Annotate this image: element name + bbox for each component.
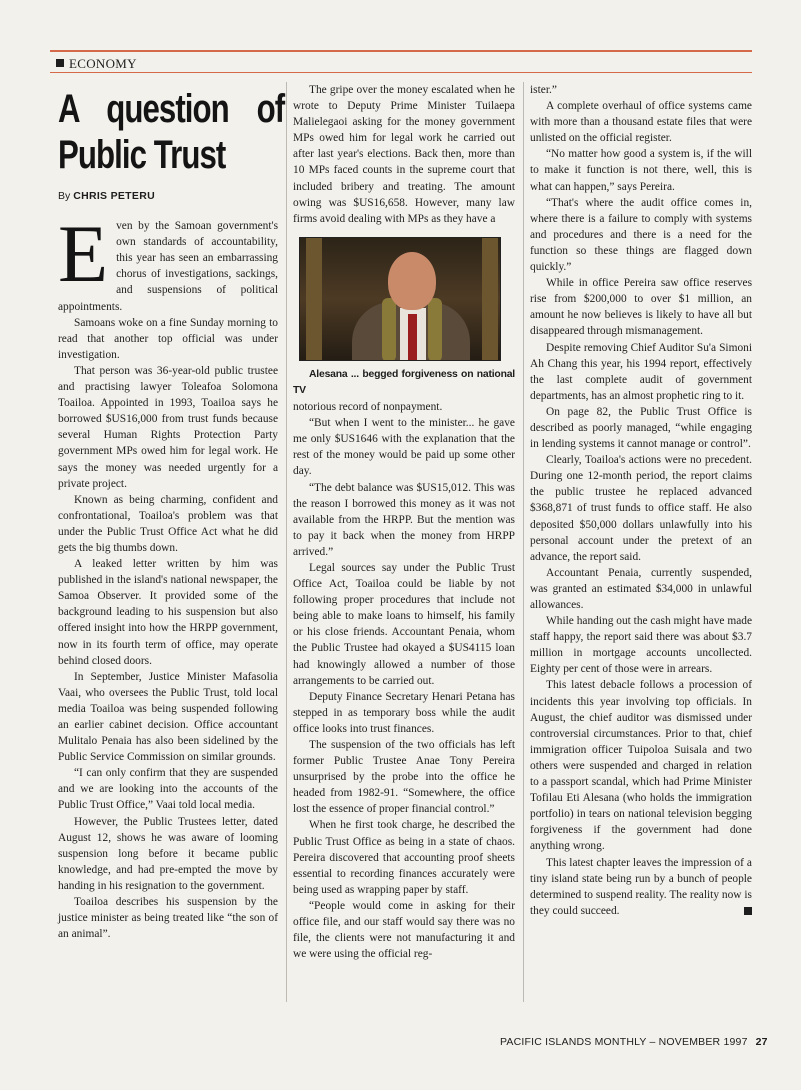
paragraph: Accountant Penaia, currently suspended, was granted an estimated $34,000 in unlawful allowances. — [530, 566, 752, 611]
photo-figure-head — [388, 252, 436, 310]
section-square-icon — [56, 59, 64, 67]
paragraph: The gripe over the money escalated when he wrote to Deputy Prime Minister Tuilaepa Malielegaoi asking for the money government MPs owed him for legal work he carried out after last year's elections. Back then, more than 10 MPs faced counts in the supreme court that included bribery and treating. The amount owing was $US16,658. However, many law firms avoid dealing with MPs as they have a — [293, 84, 515, 225]
paragraph: Known as being charming, confident and confrontational, Toailoa's problem was that under the Public Trust Office Act what he did gets the big thumbs down. — [58, 493, 278, 554]
paragraph: “But when I went to the minister... he gave me only $US1646 with the explanation that the rest of the money would be paid up some other day. — [293, 417, 515, 478]
column-3 — [530, 82, 752, 919]
page-footer — [500, 1036, 770, 1048]
paragraph: Samoans woke on a fine Sunday morning to read that another top official was under investigation. — [58, 316, 278, 361]
photo-figure-garland — [382, 298, 396, 361]
paragraph: The suspension of the two officials has left former Public Trustee Anae Tony Pereira unsurprised by the probe into the office he headed from 1982-91. “Somewhere, the office lost the essence of proper financial control.” — [293, 739, 515, 816]
column-divider — [523, 82, 524, 1002]
publication-info: PACIFIC ISLANDS MONTHLY – NOVEMBER 1997 — [500, 1036, 748, 1048]
column-2 — [293, 82, 515, 962]
paragraph: This latest debacle follows a procession of incidents this year involving top officials. In August, the chief auditor was dismissed under controversial circumstances. Prior to that, chief immigration officer Tuipoloa Suisala and two others were suspended and charged in relation to a passport scandal, which had Prime Minister Tofilau Eti Alesana (who holds the immigration portfolio) in tears on national television begging forgiveness if the government had done anything wrong. — [530, 679, 752, 853]
paragraph: “No matter how good a system is, if the will to make it function is not there, well, this is what can happen,” says Pereira. — [530, 148, 752, 193]
paragraph: On page 82, the Public Trust Office is described as poorly managed, “while engaging in lending systems it cannot manage or control”. — [530, 405, 752, 451]
page-number: 27 — [755, 1036, 768, 1048]
paragraph: A complete overhaul of office systems came with more than a thousand estate files that were unlisted on the official register. — [530, 100, 752, 145]
paragraph: While handing out the cash might have made staff happy, the report said there was about $3.7 million in mortgage accounts uncollected. Eighty per cent of those were in arrears. — [530, 615, 752, 676]
photo-figure-garland — [428, 298, 442, 361]
photo-caption: Alesana ... begged forgiveness on national TV — [293, 368, 515, 396]
article-headline: A question of Public Trust — [58, 87, 285, 177]
paragraph: That person was 36-year-old public trustee and practising lawyer Toleafoa Solomona Toailoa. Appointed in 1993, Toailoa says he borrowed $US16,000 from trust funds because several Human Rights Protection Party government MPs owed him for legal work. He says the money was needed urgently for a private project. — [58, 364, 278, 490]
drop-cap: E — [58, 208, 109, 300]
byline-prefix: By — [58, 190, 71, 202]
column-divider — [286, 82, 287, 1002]
photo-pillar — [306, 238, 322, 360]
paragraph — [530, 855, 752, 919]
byline — [58, 188, 278, 204]
paragraph: Clearly, Toailoa's actions were no precedent. During one 12-month period, the report claims the public trustee he replaced advanced $368,871 of trust funds to office staff. He also deposited $50,000 dollars unlawfully into his personal account under the pretext of an advance, the report said. — [530, 454, 752, 563]
paragraph: A leaked letter written by him was published in the island's national newspaper, the Samoa Observer. It provided some of the background leading to his suspension but also offered insight into how the HRPP government, now in its fourth term of office, may operate behind closed doors. — [58, 558, 278, 667]
paragraph: When he first took charge, he described the Public Trust Office as being in a state of chaos. Pereira discovered that accounting proof sheets essential to recording finances accurately were being used as wrapping paper by staff. — [293, 819, 515, 896]
section-label — [56, 56, 137, 72]
article-photo — [299, 237, 501, 361]
section-rule — [50, 72, 752, 73]
paragraph: In September, Justice Minister Mafasolia Vaai, who oversees the Public Trust, told local media Toailoa was being suspended following an earlier cabinet decision. Office accountant Mulitalo Penaia has also been sidelined by the Public Service Commission on similar grounds. — [58, 670, 278, 764]
paragraph: “The debt balance was $US15,012. This was the reason I borrowed this money as it was not available from the HRPP. But the mention was to pay it back when the money from HRPP arrived.” — [293, 481, 515, 558]
paragraph: ven by the Samoan government's own standards of accountability, this year has seen an embarrassing chorus of investigations, sackings, and suspensions of political appointments. — [58, 220, 278, 313]
paragraph: notorious record of nonpayment. — [293, 401, 443, 414]
author-name: CHRIS PETERU — [73, 190, 155, 202]
column-1 — [58, 82, 285, 942]
closing-text: This latest chapter leaves the impression of a tiny island state being run by a bunch of people determined to suspend reality. The reality now is they could succeed. — [530, 856, 752, 917]
paragraph: While in office Pereira saw office reserves rise from $200,000 to over $1 million, an amount he now believes is likely to have all but disappeared through mismanagement. — [530, 277, 752, 338]
section-text: ECONOMY — [69, 56, 137, 71]
paragraph: However, the Public Trustees letter, dated August 12, shows he was aware of looming suspension long before it became public knowledge, and had pre-empted the move by handing in his resignation to the government. — [58, 815, 278, 892]
paragraph: “I can only confirm that they are suspended and we are looking into the accounts of the Public Trust Office,” Vaai told local media. — [58, 767, 278, 812]
paragraph: Despite removing Chief Auditor Su'a Simoni Ah Chang this year, his 1994 report, effectively the last complete audit of government departments, has an almost prophetic ring to it. — [530, 341, 752, 402]
photo-pillar — [482, 238, 498, 360]
paragraph: Legal sources say under the Public Trust Office Act, Toailoa could be liable by not following proper procedures that include not being able to make loans to himself, his family or his close friends. Accountant Penaia, whom the Public Trustee had okayed a $US4115 loan had knowingly allowed a number of those arrangements to be carried out. — [293, 561, 515, 687]
paragraph: “People would come in asking for their office file, and our staff would say there was no file, the clients were not manufacturing it and we were using the official reg- — [293, 899, 515, 961]
top-rule — [50, 50, 752, 52]
photo-figure-tie — [408, 314, 417, 361]
paragraph: ister.” — [530, 84, 557, 96]
end-of-article-icon — [744, 907, 752, 915]
lead-paragraph — [58, 208, 278, 315]
paragraph: Deputy Finance Secretary Henari Petana has stepped in as temporary boss while the audit office looks into trust finances. — [293, 690, 515, 735]
paragraph: “That's where the audit office comes in, where there is a failure to comply with systems and procedures and there is a need for the function so these things are flagged down quickly.” — [530, 196, 752, 274]
paragraph: Toailoa describes his suspension by the justice minister as being treated like “the son of an animal”. — [58, 896, 278, 941]
